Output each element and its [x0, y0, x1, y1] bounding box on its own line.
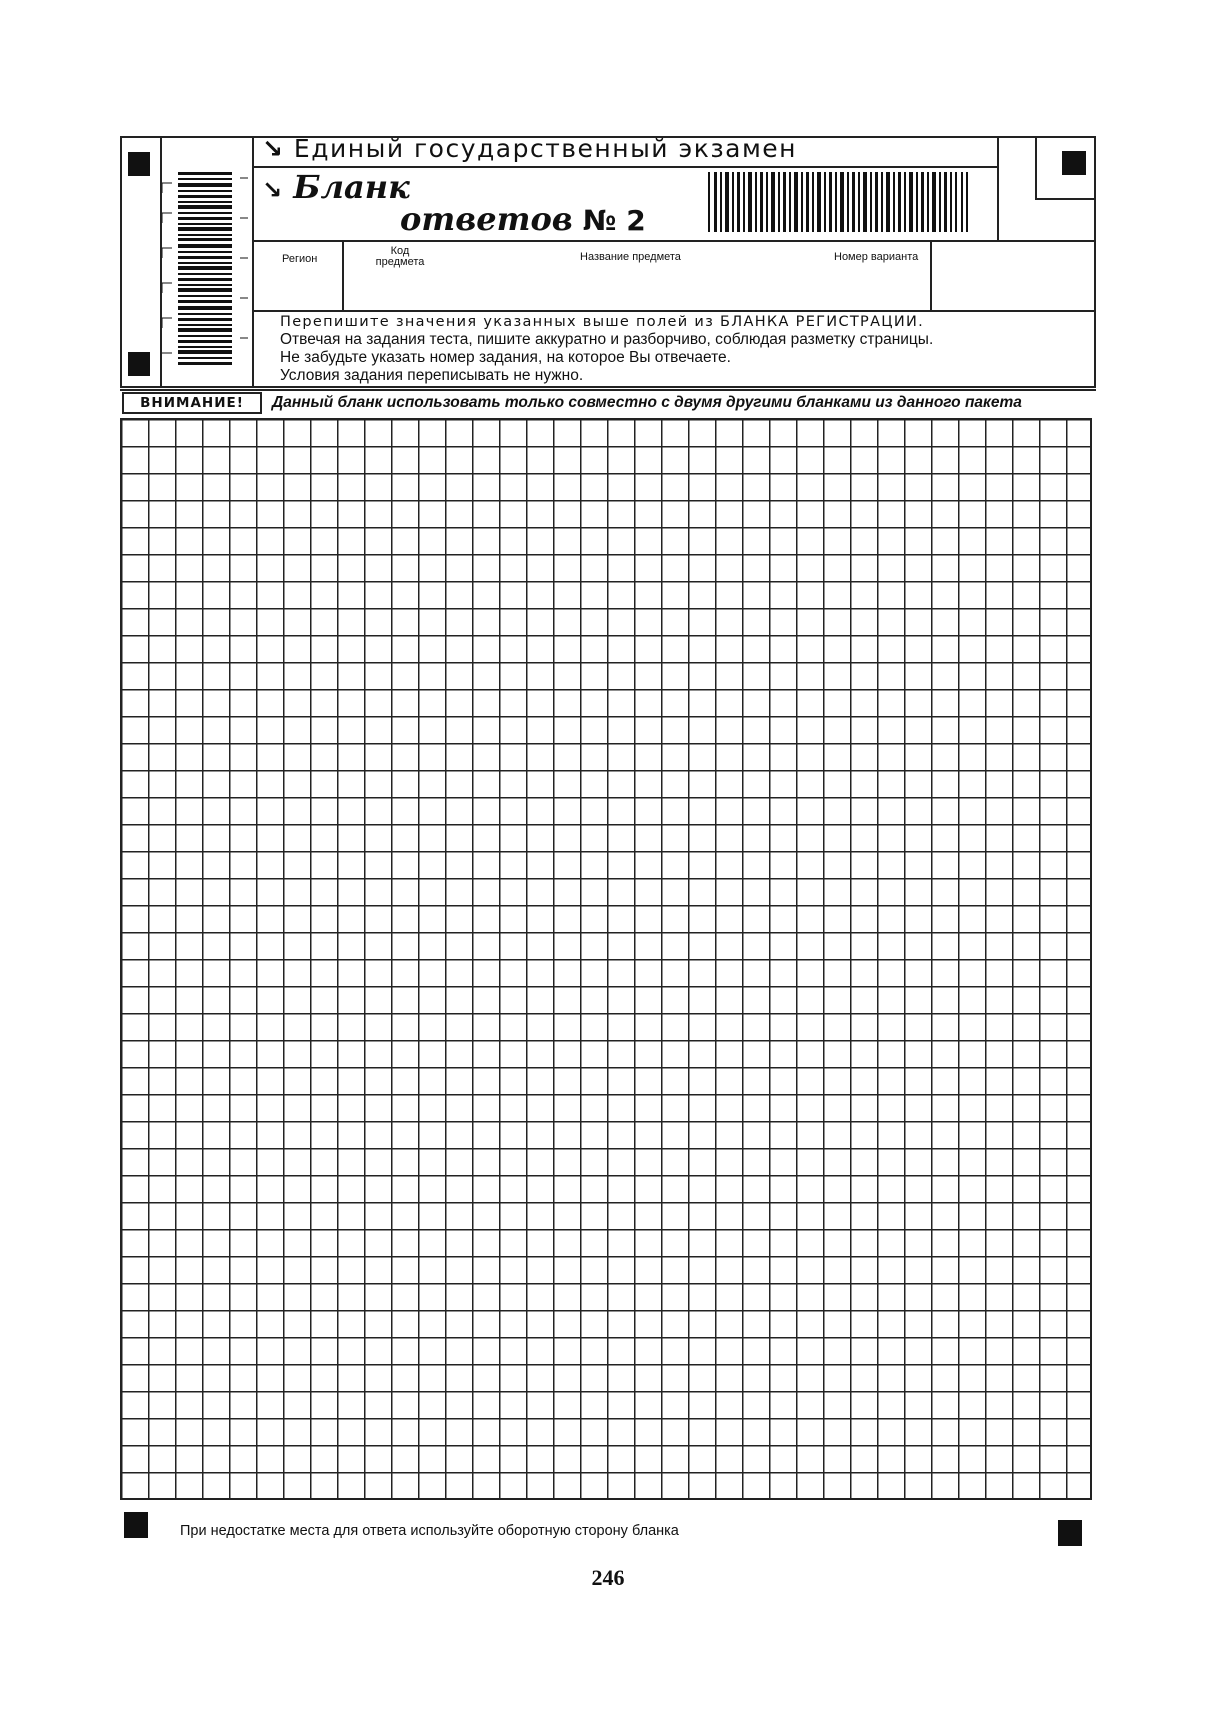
form-title-word-1: Бланк — [293, 168, 410, 206]
arrow-icon: ↘ — [262, 134, 285, 163]
instruction-line-2: Отвечая на задания теста, пишите аккуратно и разборчиво, соблюдая разметку страницы. — [280, 331, 934, 348]
subject-code-input[interactable] — [352, 268, 442, 304]
barcode-column-divider — [252, 136, 254, 388]
subject-name-input[interactable] — [460, 268, 760, 304]
horizontal-barcode — [708, 172, 972, 234]
region-label: Регион — [282, 253, 318, 265]
right-corner-inner-h — [1035, 198, 1096, 200]
fields-top-line — [252, 240, 1096, 242]
variant-number-label: Номер варианта — [834, 251, 919, 263]
answer-grid[interactable] — [120, 418, 1092, 1500]
instruction-line-1: Перепишите значения указанных выше полей из БЛАНКА РЕГИСТРАЦИИ. — [280, 314, 925, 330]
subject-code-label-line1: Код — [390, 245, 410, 257]
fields-divider-2 — [930, 240, 932, 310]
registration-mark-bottom-right — [1058, 1520, 1082, 1546]
instruction-line-3: Не забудьте указать номер задания, на которое Вы отвечаете. — [280, 349, 731, 366]
form-title-word-2: ответов — [400, 200, 573, 238]
subject-code-label — [370, 246, 430, 268]
registration-mark-bottom-left — [124, 1512, 148, 1538]
arrow-icon: ↘ — [262, 176, 283, 204]
attention-text: Данный бланк использовать только совместно с двумя другими бланками из данного пакета — [272, 394, 1022, 411]
exam-title — [262, 134, 797, 163]
instruction-line-4: Условия задания переписывать не нужно. — [280, 367, 584, 384]
region-input[interactable] — [262, 268, 332, 304]
subject-name-label: Название предмета — [580, 251, 681, 263]
right-corner-divider — [997, 136, 999, 240]
form-title-line2 — [400, 200, 646, 238]
footer-note: При недостатке места для ответа используйте оборотную сторону бланка — [180, 1523, 679, 1539]
vertical-barcode — [162, 168, 252, 378]
form-title-line1 — [262, 168, 410, 206]
attention-label: ВНИМАНИЕ! — [122, 392, 262, 414]
variant-number-input[interactable] — [800, 268, 920, 304]
page-number: 246 — [591, 1565, 625, 1590]
exam-title-text: Единый государственный экзамен — [293, 134, 798, 163]
fields-bottom-line — [252, 310, 1096, 312]
subject-code-label-line2: предмета — [375, 256, 425, 268]
fields-divider-1 — [342, 240, 344, 310]
attention-top-line — [120, 389, 1096, 391]
right-corner-inner — [1035, 136, 1037, 200]
form-number: № 2 — [582, 204, 646, 237]
